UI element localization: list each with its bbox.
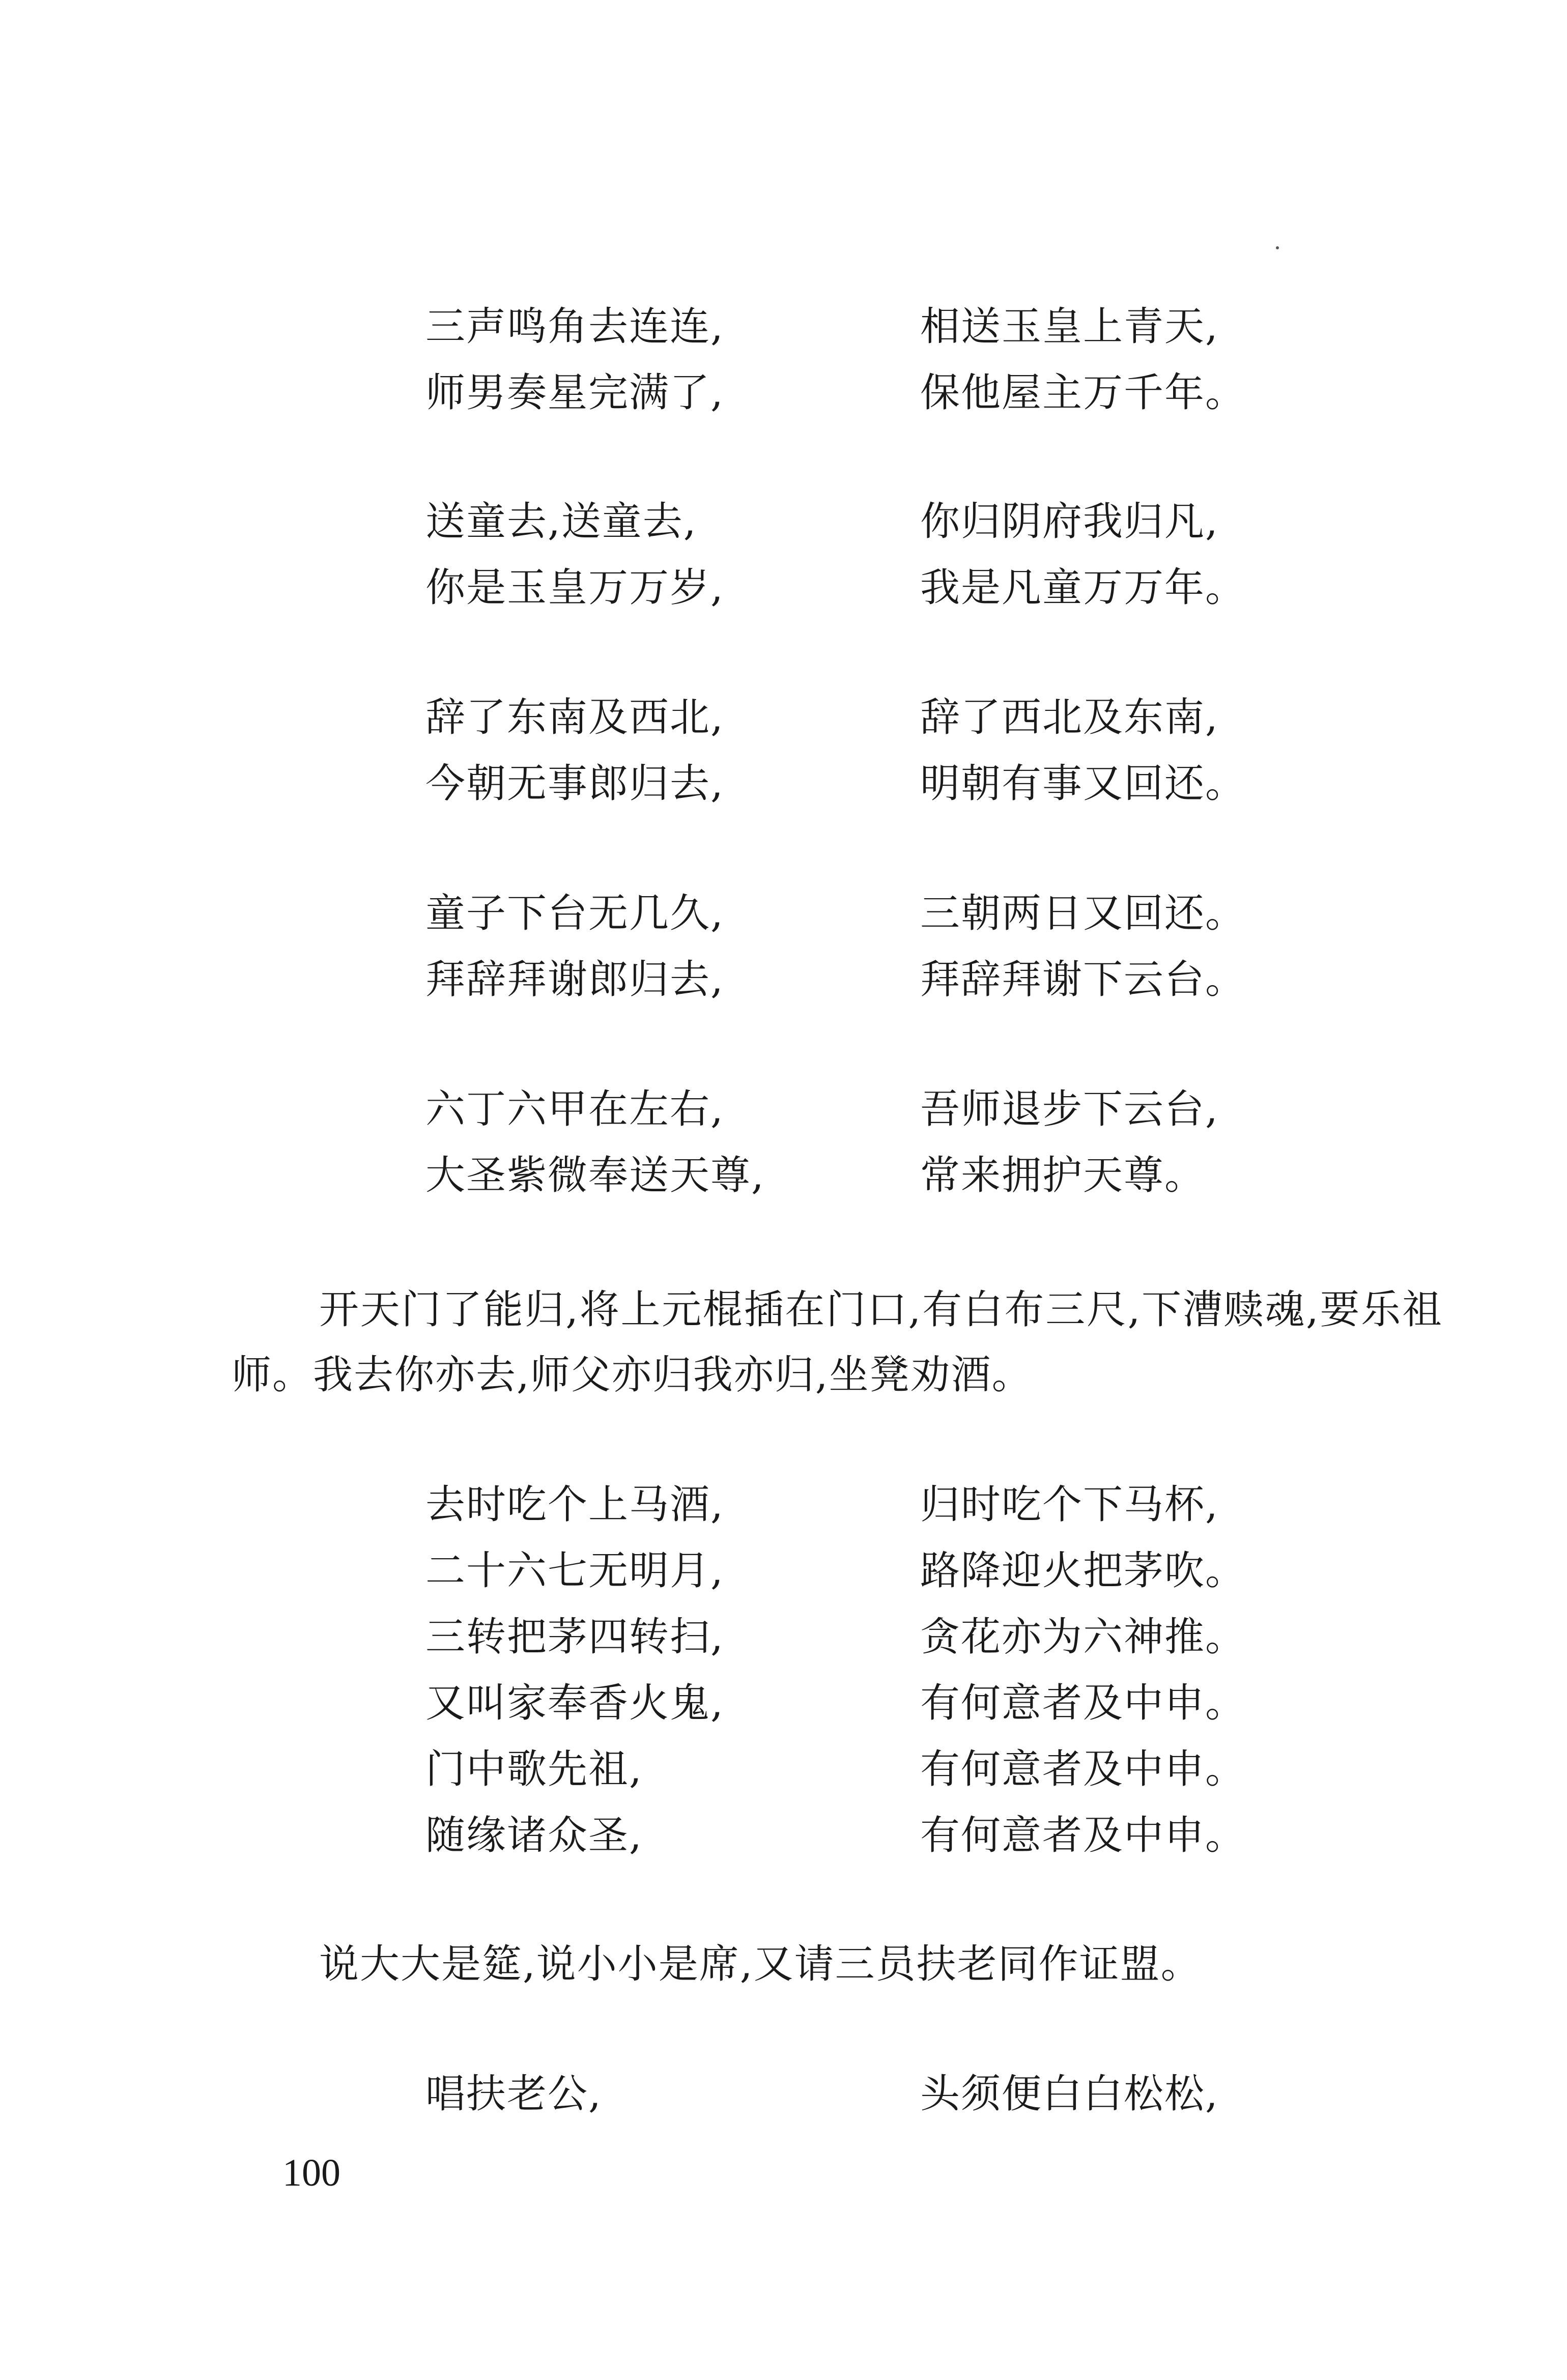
verse-right: 保他屋主万千年。: [920, 370, 1246, 416]
verse-line: [0, 294, 1567, 360]
verse-stanza-5: [0, 1076, 1567, 1209]
verse-right: 常来拥护天尊。: [920, 1153, 1206, 1198]
verse-line: [0, 1802, 1567, 1869]
verse-stanza-drink: [0, 1472, 1567, 1869]
verse-stanza-3: [0, 684, 1567, 817]
verse-line: [0, 947, 1567, 1013]
verse-left: 随缘诸众圣,: [425, 1813, 643, 1858]
verse-line: [0, 1670, 1567, 1736]
verse-right: 你归阴府我归凡,: [920, 499, 1219, 544]
verse-left: 今朝无事郎归去,: [425, 761, 724, 807]
verse-line: [0, 684, 1567, 751]
verse-left: 六丁六甲在左右,: [425, 1086, 724, 1132]
verse-line: [0, 751, 1567, 817]
verse-right: 相送玉皇上青天,: [920, 304, 1219, 350]
verse-right: 辞了西北及东南,: [920, 695, 1219, 740]
page-number: 100: [282, 2152, 340, 2194]
prose-paragraph-1: 开天门了能归,将上元棍插在门口,有白布三尺,下漕赎魂,要乐祖师。我去你亦去,师父亦归我亦归,坐凳劝酒。: [232, 1287, 1443, 1398]
verse-left: 去时吃个上马酒,: [425, 1482, 724, 1528]
verse-left: 三转把茅四转扫,: [425, 1614, 724, 1660]
verse-left: 门中歌先祖,: [425, 1746, 643, 1792]
verse-left: 二十六七无明月,: [425, 1548, 724, 1594]
verse-line: [0, 1076, 1567, 1142]
verse-left: 唱扶老公,: [425, 2071, 602, 2117]
scan-speck: [1276, 246, 1279, 249]
verse-line: [0, 555, 1567, 621]
verse-line: [0, 1538, 1567, 1604]
verse-right: 拜辞拜谢下云台。: [920, 957, 1246, 1002]
verse-stanza-last: [0, 2061, 1567, 2127]
verse-right: 贪花亦为六神推。: [920, 1614, 1246, 1660]
verse-stanza-4: [0, 880, 1567, 1013]
verse-right: 明朝有事又回还。: [920, 761, 1246, 807]
verse-left: 童子下台无几久,: [425, 891, 724, 936]
verse-right: 我是凡童万万年。: [920, 565, 1246, 611]
verse-line: [0, 360, 1567, 426]
verse-left: 又叫家奉香火鬼,: [425, 1680, 724, 1726]
prose-paragraph-2: 说大大是筵,说小小是席,又请三员扶老同作证盟。: [319, 1941, 1202, 1987]
verse-left: 拜辞拜谢郎归去,: [425, 957, 724, 1002]
verse-left: 师男奏星完满了,: [425, 370, 724, 416]
verse-line: [0, 489, 1567, 555]
verse-line: [0, 1736, 1567, 1802]
verse-left: 三声鸣角去连连,: [425, 304, 724, 350]
verse-line: [0, 880, 1567, 947]
verse-right: 吾师退步下云台,: [920, 1086, 1219, 1132]
verse-line: [0, 1604, 1567, 1670]
verse-line: [0, 2061, 1567, 2127]
verse-line: [0, 1142, 1567, 1209]
verse-right: 三朝两日又回还。: [920, 891, 1246, 936]
verse-stanza-2: [0, 489, 1567, 621]
verse-right: 有何意者及中申。: [920, 1680, 1246, 1726]
verse-left: 送童去,送童去,: [425, 499, 697, 544]
verse-right: 头须便白白松松,: [920, 2071, 1219, 2117]
verse-right: 路降迎火把茅吹。: [920, 1548, 1246, 1594]
verse-left: 大圣紫微奉送天尊,: [425, 1153, 765, 1198]
verse-line: [0, 1472, 1567, 1538]
verse-right: 有何意者及中申。: [920, 1746, 1246, 1792]
verse-left: 辞了东南及西北,: [425, 695, 724, 740]
verse-right: 有何意者及中申。: [920, 1813, 1246, 1858]
verse-left: 你是玉皇万万岁,: [425, 565, 724, 611]
verse-right: 归时吃个下马杯,: [920, 1482, 1219, 1528]
verse-stanza-1: [0, 294, 1567, 426]
